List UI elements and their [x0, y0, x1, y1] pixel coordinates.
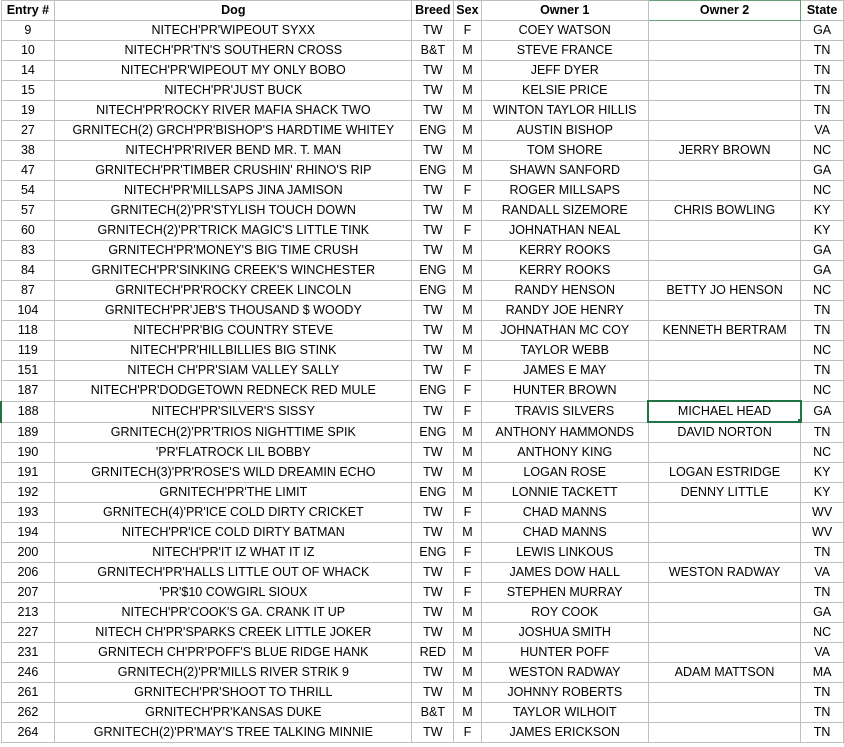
owner1-cell[interactable]: RANDALL SIZEMORE [481, 201, 648, 221]
owner1-cell[interactable]: JOHNNY ROBERTS [481, 683, 648, 703]
state-cell[interactable]: VA [801, 121, 844, 141]
table-row [1, 361, 844, 381]
owner2-cell[interactable] [648, 121, 800, 141]
owner2-cell[interactable] [648, 101, 800, 121]
table-row [1, 503, 844, 523]
dog-cell[interactable]: NITECH'PR'TN'S SOUTHERN CROSS [55, 41, 412, 61]
sex-cell[interactable]: M [454, 121, 481, 141]
state-cell[interactable]: KY [801, 483, 844, 503]
breed-cell[interactable]: ENG [412, 543, 454, 563]
table-row [1, 381, 844, 402]
owner1-cell[interactable]: ANTHONY KING [481, 443, 648, 463]
table-row [1, 443, 844, 463]
table-row [1, 463, 844, 483]
state-cell[interactable]: GA [801, 603, 844, 623]
table-row [1, 241, 844, 261]
owner2-cell[interactable]: DENNY LITTLE [648, 483, 800, 503]
entry-cell[interactable]: 194 [1, 523, 55, 543]
state-cell[interactable]: TN [801, 683, 844, 703]
state-cell[interactable]: WV [801, 503, 844, 523]
dog-cell[interactable]: GRNITECH'PR'ROCKY CREEK LINCOLN [55, 281, 412, 301]
dog-cell[interactable]: GRNITECH CH'PR'POFF'S BLUE RIDGE HANK [55, 643, 412, 663]
sex-cell[interactable]: F [454, 221, 481, 241]
table-row [1, 281, 844, 301]
state-cell[interactable]: NC [801, 623, 844, 643]
dog-cell[interactable]: GRNITECH'PR'THE LIMIT [55, 483, 412, 503]
owner2-cell[interactable] [648, 81, 800, 101]
breed-cell[interactable]: ENG [412, 422, 454, 443]
breed-cell[interactable]: ENG [412, 381, 454, 402]
owner2-cell[interactable] [648, 241, 800, 261]
breed-cell[interactable]: TW [412, 523, 454, 543]
header-dog[interactable]: Dog [55, 1, 412, 21]
breed-cell[interactable]: TW [412, 101, 454, 121]
sex-cell[interactable]: F [454, 723, 481, 743]
owner2-cell[interactable]: ADAM MATTSON [648, 663, 800, 683]
table-row [1, 663, 844, 683]
table-row [1, 141, 844, 161]
owner1-cell[interactable]: LONNIE TACKETT [481, 483, 648, 503]
dog-cell[interactable]: GRNITECH(2)'PR'MAY'S TREE TALKING MINNIE [55, 723, 412, 743]
sex-cell[interactable]: M [454, 483, 481, 503]
sex-cell[interactable]: F [454, 401, 481, 422]
state-cell[interactable]: NC [801, 281, 844, 301]
owner2-cell[interactable]: DAVID NORTON [648, 422, 800, 443]
table-row [1, 723, 844, 743]
state-cell[interactable]: TN [801, 101, 844, 121]
sex-cell[interactable]: M [454, 523, 481, 543]
state-cell[interactable]: NC [801, 443, 844, 463]
table-row [1, 61, 844, 81]
table-row [1, 181, 844, 201]
breed-cell[interactable]: TW [412, 361, 454, 381]
table-row [1, 101, 844, 121]
entry-cell[interactable]: 15 [1, 81, 55, 101]
entry-cell[interactable]: 187 [1, 381, 55, 402]
owner2-cell[interactable] [648, 643, 800, 663]
entry-cell[interactable]: 188 [1, 401, 55, 422]
table-row [1, 321, 844, 341]
breed-cell[interactable]: B&T [412, 703, 454, 723]
owner1-cell[interactable]: RANDY HENSON [481, 281, 648, 301]
header-sex[interactable]: Sex [454, 1, 481, 21]
owner2-cell[interactable] [648, 261, 800, 281]
entry-cell[interactable]: 57 [1, 201, 55, 221]
sex-cell[interactable]: M [454, 663, 481, 683]
dog-cell[interactable]: NITECH'PR'DODGETOWN REDNECK RED MULE [55, 381, 412, 402]
entry-cell[interactable]: 118 [1, 321, 55, 341]
sex-cell[interactable]: M [454, 443, 481, 463]
table-row [1, 603, 844, 623]
entry-cell[interactable]: 9 [1, 21, 55, 41]
dog-cell[interactable]: GRNITECH'PR'KANSAS DUKE [55, 703, 412, 723]
dog-cell[interactable]: NITECH'PR'RIVER BEND MR. T. MAN [55, 141, 412, 161]
owner1-cell[interactable]: HUNTER POFF [481, 643, 648, 663]
owner1-cell[interactable]: LEWIS LINKOUS [481, 543, 648, 563]
state-cell[interactable]: VA [801, 563, 844, 583]
state-cell[interactable]: TN [801, 321, 844, 341]
table-row [1, 703, 844, 723]
dog-cell[interactable]: GRNITECH(2) GRCH'PR'BISHOP'S HARDTIME WHITEY [55, 121, 412, 141]
state-cell[interactable]: WV [801, 523, 844, 543]
owner2-cell[interactable]: JERRY BROWN [648, 141, 800, 161]
entry-cell[interactable]: 261 [1, 683, 55, 703]
dog-cell[interactable]: GRNITECH'PR'HALLS LITTLE OUT OF WHACK [55, 563, 412, 583]
entry-cell[interactable]: 84 [1, 261, 55, 281]
breed-cell[interactable]: TW [412, 81, 454, 101]
dog-cell[interactable]: NITECH'PR'HILLBILLIES BIG STINK [55, 341, 412, 361]
table-row [1, 483, 844, 503]
sex-cell[interactable]: M [454, 463, 481, 483]
owner2-cell[interactable] [648, 543, 800, 563]
entry-cell[interactable]: 193 [1, 503, 55, 523]
dog-cell[interactable]: GRNITECH(2)'PR'TRIOS NIGHTTIME SPIK [55, 422, 412, 443]
table-row [1, 221, 844, 241]
dog-cell[interactable]: GRNITECH(4)'PR'ICE COLD DIRTY CRICKET [55, 503, 412, 523]
table-row [1, 341, 844, 361]
entry-cell[interactable]: 190 [1, 443, 55, 463]
dog-cell[interactable]: GRNITECH(2)'PR'TRICK MAGIC'S LITTLE TINK [55, 221, 412, 241]
state-cell[interactable]: GA [801, 401, 844, 422]
entry-cell[interactable]: 38 [1, 141, 55, 161]
breed-cell[interactable]: TW [412, 463, 454, 483]
state-cell[interactable]: TN [801, 723, 844, 743]
state-cell[interactable]: TN [801, 41, 844, 61]
table-row [1, 422, 844, 443]
table-row [1, 623, 844, 643]
dog-cell[interactable]: GRNITECH'PR'MONEY'S BIG TIME CRUSH [55, 241, 412, 261]
state-cell[interactable]: KY [801, 201, 844, 221]
breed-cell[interactable]: TW [412, 663, 454, 683]
owner2-cell[interactable]: LOGAN ESTRIDGE [648, 463, 800, 483]
sex-cell[interactable]: M [454, 703, 481, 723]
owner2-cell[interactable] [648, 583, 800, 603]
state-cell[interactable]: NC [801, 381, 844, 402]
state-cell[interactable]: TN [801, 301, 844, 321]
table-row [1, 583, 844, 603]
owner2-cell[interactable] [648, 623, 800, 643]
owner2-cell[interactable] [648, 301, 800, 321]
state-cell[interactable]: TN [801, 361, 844, 381]
owner2-cell[interactable] [648, 683, 800, 703]
sex-cell[interactable]: F [454, 21, 481, 41]
owner2-cell[interactable]: WESTON RADWAY [648, 563, 800, 583]
state-cell[interactable]: TN [801, 543, 844, 563]
header-breed[interactable]: Breed [412, 1, 454, 21]
sex-cell[interactable]: M [454, 41, 481, 61]
owner1-cell[interactable]: JOSHUA SMITH [481, 623, 648, 643]
entry-cell[interactable]: 151 [1, 361, 55, 381]
owner1-cell[interactable]: KELSIE PRICE [481, 81, 648, 101]
dog-cell[interactable]: NITECH'PR'ICE COLD DIRTY BATMAN [55, 523, 412, 543]
owner2-cell[interactable] [648, 703, 800, 723]
sex-cell[interactable]: M [454, 81, 481, 101]
owner2-cell[interactable] [648, 61, 800, 81]
owner1-cell[interactable]: JOHNATHAN NEAL [481, 221, 648, 241]
dog-cell[interactable]: GRNITECH'PR'SINKING CREEK'S WINCHESTER [55, 261, 412, 281]
entry-cell[interactable]: 227 [1, 623, 55, 643]
owner1-cell[interactable]: JOHNATHAN MC COY [481, 321, 648, 341]
sex-cell[interactable]: F [454, 361, 481, 381]
header-state[interactable]: State [801, 1, 844, 21]
owner1-cell[interactable]: SHAWN SANFORD [481, 161, 648, 181]
owner1-cell[interactable]: JAMES DOW HALL [481, 563, 648, 583]
state-cell[interactable]: NC [801, 141, 844, 161]
dog-cell[interactable]: NITECH'PR'WIPEOUT SYXX [55, 21, 412, 41]
owner1-cell[interactable]: CHAD MANNS [481, 523, 648, 543]
breed-cell[interactable]: RED [412, 643, 454, 663]
owner2-cell[interactable] [648, 603, 800, 623]
breed-cell[interactable]: TW [412, 301, 454, 321]
sex-cell[interactable]: F [454, 543, 481, 563]
owner1-cell[interactable]: JAMES E MAY [481, 361, 648, 381]
owner2-cell[interactable] [648, 181, 800, 201]
entry-cell[interactable]: 104 [1, 301, 55, 321]
breed-cell[interactable]: TW [412, 181, 454, 201]
breed-cell[interactable]: TW [412, 221, 454, 241]
owner1-cell[interactable]: TAYLOR WILHOIT [481, 703, 648, 723]
sex-cell[interactable]: M [454, 643, 481, 663]
dog-cell[interactable]: NITECH'PR'IT IZ WHAT IT IZ [55, 543, 412, 563]
sex-cell[interactable]: F [454, 503, 481, 523]
dog-cell[interactable]: NITECH'PR'JUST BUCK [55, 81, 412, 101]
sex-cell[interactable]: M [454, 341, 481, 361]
table-row [1, 563, 844, 583]
sex-cell[interactable]: M [454, 683, 481, 703]
dog-cell[interactable]: 'PR'$10 COWGIRL SIOUX [55, 583, 412, 603]
state-cell[interactable]: TN [801, 703, 844, 723]
entry-cell[interactable]: 213 [1, 603, 55, 623]
state-cell[interactable]: KY [801, 221, 844, 241]
entry-cell[interactable]: 264 [1, 723, 55, 743]
dog-cell[interactable]: NITECH'PR'COOK'S GA. CRANK IT UP [55, 603, 412, 623]
dog-cell[interactable]: NITECH'PR'SILVER'S SISSY [55, 401, 412, 422]
sex-cell[interactable]: M [454, 201, 481, 221]
sex-cell[interactable]: M [454, 161, 481, 181]
table-row [1, 261, 844, 281]
breed-cell[interactable]: TW [412, 61, 454, 81]
state-cell[interactable]: VA [801, 643, 844, 663]
table-row [1, 121, 844, 141]
owner2-cell[interactable] [648, 221, 800, 241]
breed-cell[interactable]: TW [412, 241, 454, 261]
entry-cell[interactable]: 246 [1, 663, 55, 683]
breed-cell[interactable]: TW [412, 503, 454, 523]
header-entry[interactable]: Entry # [1, 1, 55, 21]
entry-cell[interactable]: 83 [1, 241, 55, 261]
owner1-cell[interactable]: CHAD MANNS [481, 503, 648, 523]
breed-cell[interactable]: TW [412, 623, 454, 643]
header-row [1, 1, 844, 21]
sex-cell[interactable]: F [454, 381, 481, 402]
table-row [1, 543, 844, 563]
entry-cell[interactable]: 60 [1, 221, 55, 241]
entry-cell[interactable]: 87 [1, 281, 55, 301]
state-cell[interactable]: GA [801, 161, 844, 181]
table-row [1, 41, 844, 61]
state-cell[interactable]: TN [801, 422, 844, 443]
dog-cell[interactable]: NITECH CH'PR'SPARKS CREEK LITTLE JOKER [55, 623, 412, 643]
entry-cell[interactable]: 231 [1, 643, 55, 663]
owner2-cell[interactable] [648, 341, 800, 361]
owner1-cell[interactable]: ROY COOK [481, 603, 648, 623]
state-cell[interactable]: TN [801, 61, 844, 81]
breed-cell[interactable]: TW [412, 321, 454, 341]
sex-cell[interactable]: M [454, 141, 481, 161]
owner1-cell[interactable]: TAYLOR WEBB [481, 341, 648, 361]
entry-cell[interactable]: 192 [1, 483, 55, 503]
breed-cell[interactable]: B&T [412, 41, 454, 61]
owner2-cell[interactable] [648, 523, 800, 543]
owner2-cell-selected[interactable]: MICHAEL HEAD [648, 401, 800, 422]
entry-cell[interactable]: 47 [1, 161, 55, 181]
owner1-cell[interactable]: HUNTER BROWN [481, 381, 648, 402]
table-row [1, 523, 844, 543]
owner1-cell[interactable]: WESTON RADWAY [481, 663, 648, 683]
state-cell[interactable]: GA [801, 21, 844, 41]
dog-cell[interactable]: GRNITECH(3)'PR'ROSE'S WILD DREAMIN ECHO [55, 463, 412, 483]
sex-cell[interactable]: M [454, 101, 481, 121]
sex-cell[interactable]: M [454, 281, 481, 301]
owner2-cell[interactable]: CHRIS BOWLING [648, 201, 800, 221]
breed-cell[interactable]: TW [412, 141, 454, 161]
dog-cell[interactable]: NITECH'PR'ROCKY RIVER MAFIA SHACK TWO [55, 101, 412, 121]
table-row [1, 21, 844, 41]
breed-cell[interactable]: TW [412, 201, 454, 221]
state-cell[interactable]: TN [801, 81, 844, 101]
table-row [1, 683, 844, 703]
owner2-cell[interactable] [648, 443, 800, 463]
dog-cell[interactable]: GRNITECH'PR'SHOOT TO THRILL [55, 683, 412, 703]
breed-cell[interactable]: TW [412, 401, 454, 422]
dog-cell[interactable]: NITECH'PR'MILLSAPS JINA JAMISON [55, 181, 412, 201]
table-row [1, 401, 844, 422]
sex-cell[interactable]: M [454, 623, 481, 643]
owner1-cell[interactable]: TOM SHORE [481, 141, 648, 161]
breed-cell[interactable]: TW [412, 563, 454, 583]
entry-cell[interactable]: 19 [1, 101, 55, 121]
owner1-cell[interactable]: TRAVIS SILVERS [481, 401, 648, 422]
entry-cell[interactable]: 54 [1, 181, 55, 201]
dog-cell[interactable]: NITECH'PR'WIPEOUT MY ONLY BOBO [55, 61, 412, 81]
entry-cell[interactable]: 191 [1, 463, 55, 483]
owner2-cell[interactable] [648, 381, 800, 402]
owner1-cell[interactable]: KERRY ROOKS [481, 261, 648, 281]
entry-cell[interactable]: 27 [1, 121, 55, 141]
state-cell[interactable]: KY [801, 463, 844, 483]
breed-cell[interactable]: ENG [412, 261, 454, 281]
sex-cell[interactable]: M [454, 321, 481, 341]
breed-cell[interactable]: TW [412, 583, 454, 603]
owner1-cell[interactable]: KERRY ROOKS [481, 241, 648, 261]
owner2-cell[interactable]: BETTY JO HENSON [648, 281, 800, 301]
owner2-cell[interactable] [648, 723, 800, 743]
state-cell[interactable]: NC [801, 181, 844, 201]
breed-cell[interactable]: ENG [412, 161, 454, 181]
entry-cell[interactable]: 189 [1, 422, 55, 443]
table-row [1, 161, 844, 181]
breed-cell[interactable]: TW [412, 443, 454, 463]
entry-cell[interactable]: 14 [1, 61, 55, 81]
sex-cell[interactable]: M [454, 241, 481, 261]
sex-cell[interactable]: M [454, 261, 481, 281]
state-cell[interactable]: MA [801, 663, 844, 683]
sex-cell[interactable]: M [454, 61, 481, 81]
breed-cell[interactable]: ENG [412, 121, 454, 141]
owner2-cell[interactable] [648, 161, 800, 181]
sex-cell[interactable]: M [454, 301, 481, 321]
breed-cell[interactable]: TW [412, 21, 454, 41]
owner1-cell[interactable]: STEVE FRANCE [481, 41, 648, 61]
owner2-cell[interactable]: KENNETH BERTRAM [648, 321, 800, 341]
table-row [1, 301, 844, 321]
owner1-cell[interactable]: JEFF DYER [481, 61, 648, 81]
state-cell[interactable]: GA [801, 261, 844, 281]
owner2-cell[interactable] [648, 503, 800, 523]
owner1-cell[interactable]: AUSTIN BISHOP [481, 121, 648, 141]
breed-cell[interactable]: TW [412, 341, 454, 361]
dog-cell[interactable]: GRNITECH'PR'JEB'S THOUSAND $ WOODY [55, 301, 412, 321]
breed-cell[interactable]: ENG [412, 281, 454, 301]
header-owner2[interactable]: Owner 2 [648, 1, 800, 21]
dog-cell[interactable]: NITECH CH'PR'SIAM VALLEY SALLY [55, 361, 412, 381]
owner1-cell[interactable]: STEPHEN MURRAY [481, 583, 648, 603]
header-owner1[interactable]: Owner 1 [481, 1, 648, 21]
sex-cell[interactable]: F [454, 583, 481, 603]
owner1-cell[interactable]: ROGER MILLSAPS [481, 181, 648, 201]
entry-cell[interactable]: 206 [1, 563, 55, 583]
state-cell[interactable]: GA [801, 241, 844, 261]
dog-cell[interactable]: NITECH'PR'BIG COUNTRY STEVE [55, 321, 412, 341]
entry-cell[interactable]: 262 [1, 703, 55, 723]
breed-cell[interactable]: TW [412, 603, 454, 623]
entry-cell[interactable]: 10 [1, 41, 55, 61]
dog-cell[interactable]: 'PR'FLATROCK LIL BOBBY [55, 443, 412, 463]
entry-cell[interactable]: 119 [1, 341, 55, 361]
dog-cell[interactable]: GRNITECH(2)'PR'STYLISH TOUCH DOWN [55, 201, 412, 221]
owner1-cell[interactable]: WINTON TAYLOR HILLIS [481, 101, 648, 121]
entry-cell[interactable]: 207 [1, 583, 55, 603]
owner2-cell[interactable] [648, 41, 800, 61]
state-cell[interactable]: NC [801, 341, 844, 361]
dog-cell[interactable]: GRNITECH(2)'PR'MILLS RIVER STRIK 9 [55, 663, 412, 683]
owner2-cell[interactable] [648, 21, 800, 41]
owner1-cell[interactable]: COEY WATSON [481, 21, 648, 41]
owner1-cell[interactable]: LOGAN ROSE [481, 463, 648, 483]
sex-cell[interactable]: M [454, 603, 481, 623]
table-row [1, 643, 844, 663]
owner1-cell[interactable]: JAMES ERICKSON [481, 723, 648, 743]
breed-cell[interactable]: TW [412, 723, 454, 743]
breed-cell[interactable]: TW [412, 683, 454, 703]
state-cell[interactable]: TN [801, 583, 844, 603]
table-row [1, 81, 844, 101]
table-row [1, 201, 844, 221]
entry-cell[interactable]: 200 [1, 543, 55, 563]
sex-cell[interactable]: F [454, 563, 481, 583]
sex-cell[interactable]: F [454, 181, 481, 201]
owner1-cell[interactable]: RANDY JOE HENRY [481, 301, 648, 321]
breed-cell[interactable]: ENG [412, 483, 454, 503]
owner1-cell[interactable]: ANTHONY HAMMONDS [481, 422, 648, 443]
sheet-body [1, 21, 844, 743]
sex-cell[interactable]: M [454, 422, 481, 443]
owner2-cell[interactable] [648, 361, 800, 381]
dog-cell[interactable]: GRNITECH'PR'TIMBER CRUSHIN' RHINO'S RIP [55, 161, 412, 181]
